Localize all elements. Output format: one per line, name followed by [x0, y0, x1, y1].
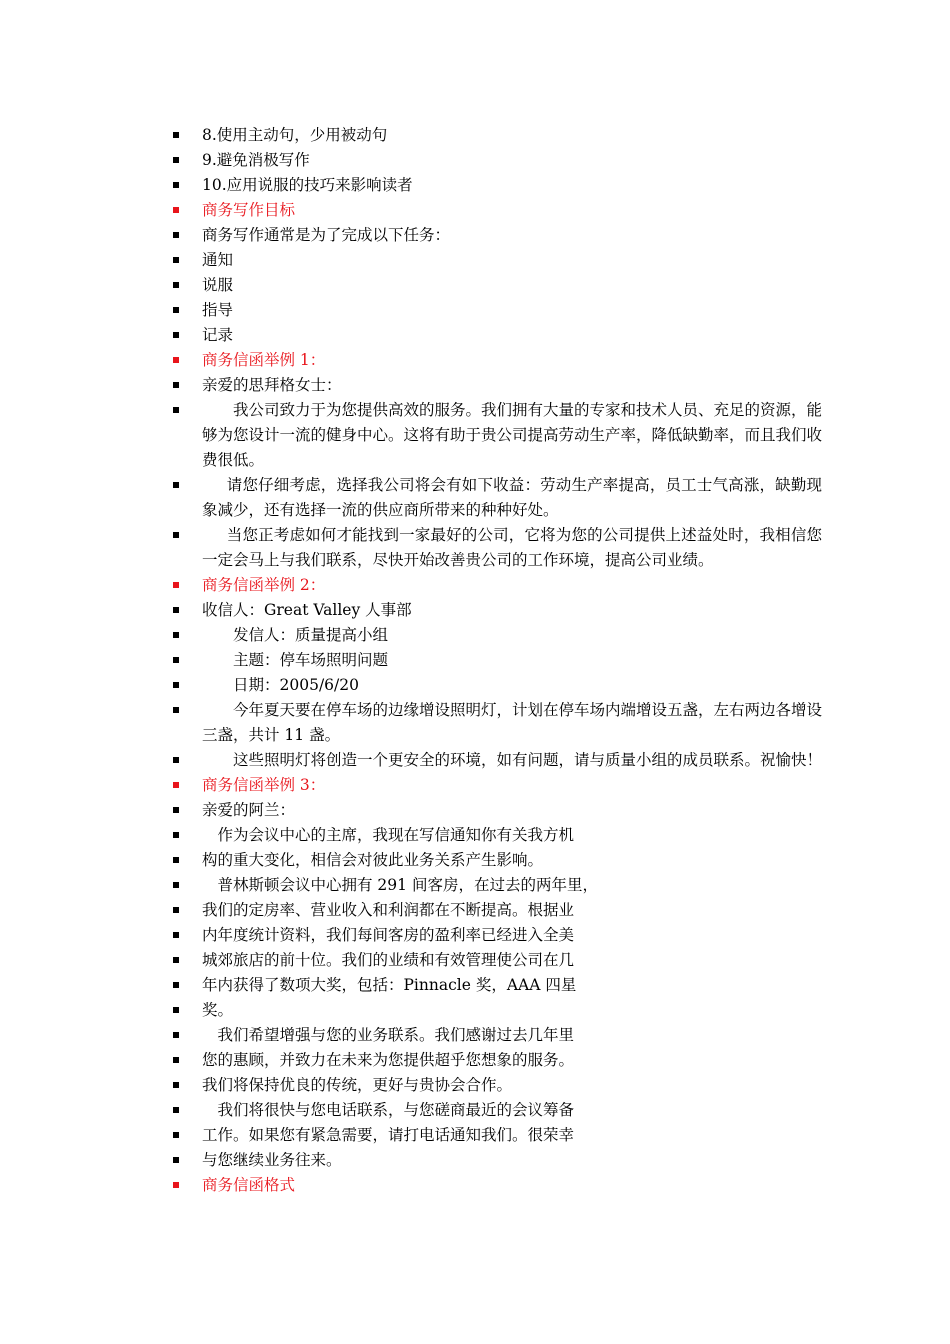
list-item — [172, 623, 822, 648]
square-bullet-icon — [173, 857, 179, 863]
list-item-text: 内年度统计资料，我们每间客房的盈利率已经进入全美 — [202, 926, 575, 944]
square-bullet-icon — [173, 782, 179, 788]
list-item-text: 工作。如果您有紧急需要，请打电话通知我们。很荣幸 — [202, 1126, 575, 1144]
section-heading — [172, 573, 822, 598]
list-item — [172, 948, 822, 973]
square-bullet-icon — [173, 332, 179, 338]
list-item-text: 主题：停车场照明问题 — [233, 651, 389, 669]
list-item-text: 年内获得了数项大奖，包括：Pinnacle 奖，AAA 四星 — [202, 976, 577, 994]
list-item — [172, 148, 822, 173]
paragraph-item — [172, 523, 822, 573]
list-item — [172, 173, 822, 198]
paragraph-item — [172, 748, 822, 773]
square-bullet-icon — [173, 1032, 179, 1038]
square-bullet-icon — [173, 132, 179, 138]
list-item — [172, 1148, 822, 1173]
paragraph-text: 当您正考虑如何才能找到一家最好的公司，它将为您的公司提供上述益处时，我相信您一定会马上与我们联系，尽快开始改善贵公司的工作环境，提高公司业绩。 — [202, 526, 822, 569]
paragraph-item — [172, 473, 822, 523]
list-item-text: 我们将保持优良的传统，更好与贵协会合作。 — [202, 1076, 513, 1094]
square-bullet-icon — [173, 657, 179, 663]
list-item — [172, 323, 822, 348]
paragraph-item — [172, 698, 822, 748]
square-bullet-icon — [173, 232, 179, 238]
list-item — [172, 848, 822, 873]
section-heading — [172, 198, 822, 223]
square-bullet-icon — [173, 832, 179, 838]
list-item — [172, 673, 822, 698]
list-item-text: 10.应用说服的技巧来影响读者 — [202, 176, 413, 194]
section-heading-text: 商务信函举例 1： — [202, 351, 326, 369]
list-item — [172, 1023, 822, 1048]
section-heading — [172, 348, 822, 373]
square-bullet-icon — [173, 907, 179, 913]
list-item-text: 指导 — [202, 301, 234, 319]
list-item-text: 9.避免消极写作 — [202, 151, 310, 169]
list-item — [172, 998, 822, 1023]
list-item-text: 日期：2005/6/20 — [233, 676, 359, 694]
section-heading-text: 商务信函举例 3： — [202, 776, 326, 794]
list-item-text: 我们将很快与您电话联系，与您磋商最近的会议筹备 — [217, 1101, 575, 1119]
paragraph-item — [172, 398, 822, 473]
paragraph-text: 请您仔细考虑，选择我公司将会有如下收益：劳动生产率提高，员工士气高涨，缺勤现象减少，还有选择一流的供应商所带来的种种好处。 — [202, 476, 822, 519]
section-heading — [172, 773, 822, 798]
list-item — [172, 273, 822, 298]
list-item-text: 您的惠顾，并致力在未来为您提供超乎您想象的服务。 — [202, 1051, 575, 1069]
square-bullet-icon — [173, 932, 179, 938]
square-bullet-icon — [173, 482, 179, 488]
list-item-text: 我们希望增强与您的业务联系。我们感谢过去几年里 — [217, 1026, 575, 1044]
square-bullet-icon — [173, 382, 179, 388]
list-item-text: 8.使用主动句，少用被动句 — [202, 126, 388, 144]
square-bullet-icon — [173, 1007, 179, 1013]
list-item — [172, 1123, 822, 1148]
list-item-text: 城郊旅店的前十位。我们的业绩和有效管理使公司在几 — [202, 951, 575, 969]
square-bullet-icon — [173, 1082, 179, 1088]
section-heading-text: 商务信函举例 2： — [202, 576, 326, 594]
square-bullet-icon — [173, 632, 179, 638]
list-item-text: 说服 — [202, 276, 234, 294]
list-item — [172, 823, 822, 848]
square-bullet-icon — [173, 882, 179, 888]
list-item-text: 作为会议中心的主席，我现在写信通知你有关我方机 — [217, 826, 575, 844]
paragraph-text: 今年夏天要在停车场的边缘增设照明灯，计划在停车场内端增设五盏，左右两边各增设三盏，共计 11 盏。 — [202, 701, 823, 744]
list-item — [172, 1098, 822, 1123]
square-bullet-icon — [173, 307, 179, 313]
list-item-text: 商务写作通常是为了完成以下任务： — [202, 226, 451, 244]
list-item — [172, 1048, 822, 1073]
list-item-text: 记录 — [202, 326, 234, 344]
square-bullet-icon — [173, 157, 179, 163]
list-item-text: 通知 — [202, 251, 234, 269]
list-item-text: 构的重大变化，相信会对彼此业务关系产生影响。 — [202, 851, 544, 869]
list-item — [172, 973, 822, 998]
list-item — [172, 648, 822, 673]
square-bullet-icon — [173, 807, 179, 813]
list-item-text: 亲爱的思拜格女士： — [202, 376, 342, 394]
section-heading-text: 商务信函格式 — [202, 1176, 296, 1194]
square-bullet-icon — [173, 1182, 179, 1188]
square-bullet-icon — [173, 182, 179, 188]
list-item-text: 收信人：Great Valley 人事部 — [202, 601, 412, 619]
square-bullet-icon — [173, 582, 179, 588]
list-item — [172, 898, 822, 923]
square-bullet-icon — [173, 707, 179, 713]
square-bullet-icon — [173, 1132, 179, 1138]
square-bullet-icon — [173, 1107, 179, 1113]
list-item — [172, 798, 822, 823]
list-item — [172, 598, 822, 623]
list-item-text: 我们的定房率、营业收入和利润都在不断提高。根据业 — [202, 901, 575, 919]
list-item-text: 亲爱的阿兰： — [202, 801, 296, 819]
square-bullet-icon — [173, 957, 179, 963]
square-bullet-icon — [173, 1157, 179, 1163]
section-heading-text: 商务写作目标 — [202, 201, 296, 219]
list-item — [172, 923, 822, 948]
list-item — [172, 1073, 822, 1098]
square-bullet-icon — [173, 532, 179, 538]
list-item — [172, 873, 822, 898]
list-item — [172, 223, 822, 248]
paragraph-text: 我公司致力于为您提供高效的服务。我们拥有大量的专家和技术人员、充足的资源，能够为您设计一流的健身中心。这将有助于贵公司提高劳动生产率，降低缺勤率，而且我们收费很低。 — [202, 401, 823, 469]
square-bullet-icon — [173, 257, 179, 263]
list-item — [172, 123, 822, 148]
section-heading — [172, 1173, 822, 1198]
paragraph-text: 这些照明灯将创造一个更安全的环境，如有问题，请与质量小组的成员联系。祝愉快！ — [233, 751, 823, 769]
list-item — [172, 248, 822, 273]
square-bullet-icon — [173, 357, 179, 363]
list-item — [172, 373, 822, 398]
square-bullet-icon — [173, 1057, 179, 1063]
list-item-text: 与您继续业务往来。 — [202, 1151, 342, 1169]
square-bullet-icon — [173, 982, 179, 988]
square-bullet-icon — [173, 607, 179, 613]
square-bullet-icon — [173, 682, 179, 688]
list-item — [172, 298, 822, 323]
bullet-list — [172, 123, 822, 1198]
list-item-text: 普林斯顿会议中心拥有 291 间客房，在过去的两年里， — [217, 876, 598, 894]
square-bullet-icon — [173, 407, 179, 413]
square-bullet-icon — [173, 282, 179, 288]
square-bullet-icon — [173, 757, 179, 763]
square-bullet-icon — [173, 207, 179, 213]
list-item-text: 奖。 — [202, 1001, 234, 1019]
list-item-text: 发信人：质量提高小组 — [233, 626, 389, 644]
